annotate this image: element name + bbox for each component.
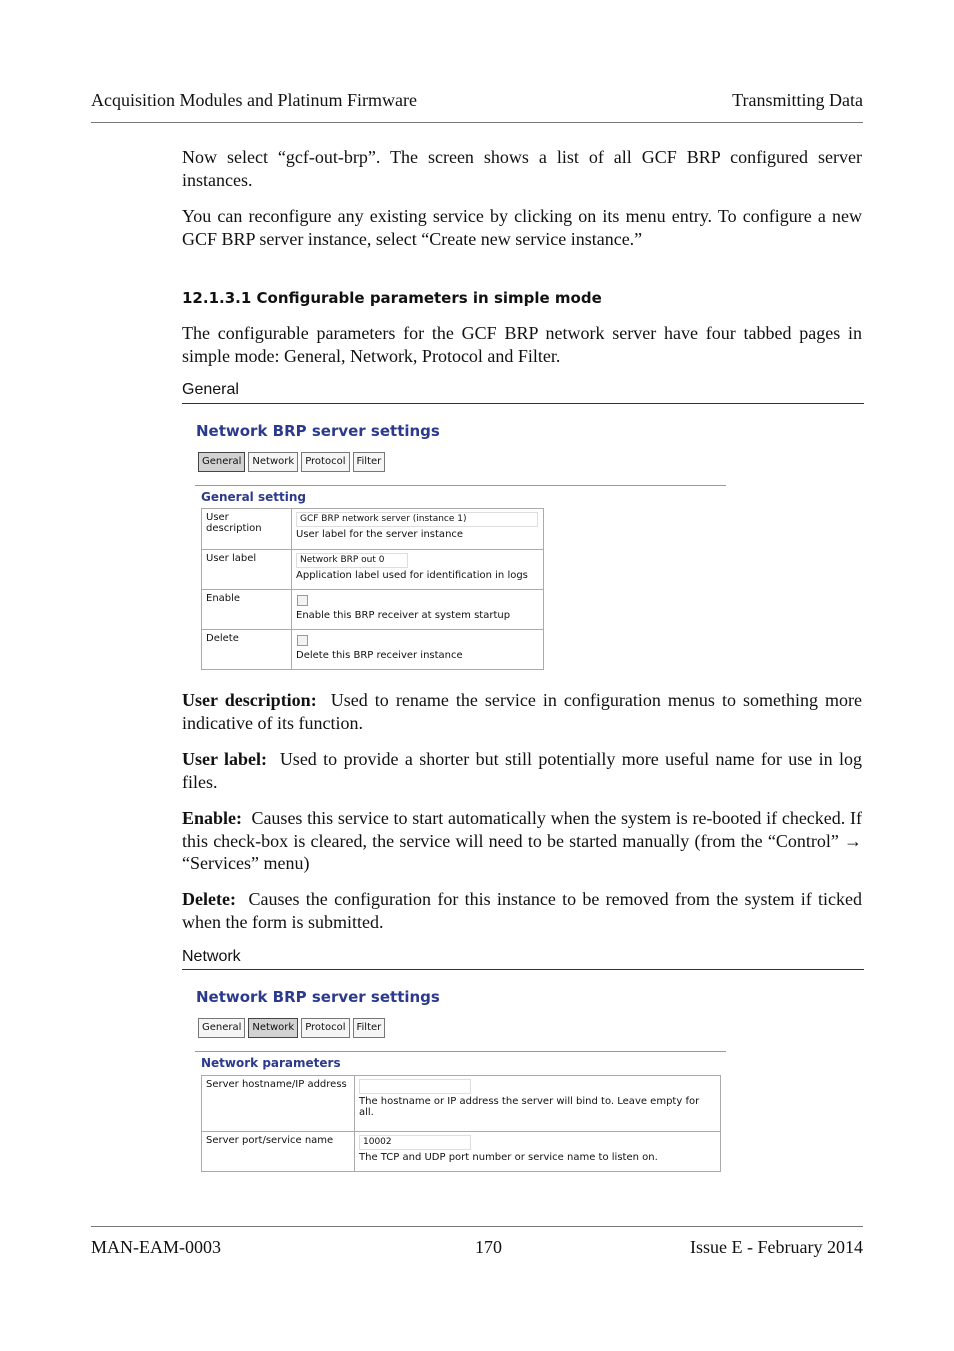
desc-user-label (182, 748, 862, 793)
subheading-network: Network (182, 948, 241, 965)
label-enable: Enable (202, 590, 292, 630)
term-user-description: User description: (182, 690, 317, 710)
row-user-label (202, 550, 544, 590)
label-user-label: User label (202, 550, 292, 590)
label-server-hostname: Server hostname/IP address (202, 1076, 355, 1132)
help-enable: Enable this BRP receiver at system startup (296, 610, 511, 621)
general-setting-title: General setting (201, 490, 306, 504)
server-port-input[interactable]: 10002 (359, 1135, 471, 1150)
document-number: MAN-EAM-0003 (91, 1237, 221, 1257)
section-intro: The configurable parameters for the GCF BRP network server have four tabbed pages in simple mode: General, Network, Protocol and Filter. (182, 323, 862, 366)
tab-protocol[interactable]: Protocol (301, 1018, 349, 1038)
general-setting-table (201, 508, 544, 670)
tabs-divider-network (195, 1051, 726, 1052)
user-description-input[interactable]: GCF BRP network server (instance 1) (296, 512, 538, 527)
text-user-description: Used to rename the service in configuration menus to something more indicative of its function. (182, 690, 863, 733)
issue-date: Issue E - February 2014 (690, 1237, 863, 1257)
tab-network[interactable]: Network (248, 452, 298, 472)
row-server-port (202, 1132, 721, 1172)
running-header-section: Transmitting Data (732, 90, 863, 110)
server-hostname-input[interactable] (359, 1079, 471, 1094)
text-enable: Causes this service to start automatically when the system is re-booted if checked. If this check-box is cleared, the service will need to be started manually (from the “Control” → “Services” menu) (182, 808, 862, 873)
row-server-hostname (202, 1076, 721, 1132)
section-heading: 12.1.3.1 Configurable parameters in simple mode (182, 289, 602, 307)
label-server-port: Server port/service name (202, 1132, 355, 1172)
delete-checkbox[interactable] (297, 635, 308, 646)
enable-checkbox[interactable] (297, 595, 308, 606)
settings-tabs-network (198, 1018, 385, 1038)
help-user-label: Application label used for identification in logs (296, 570, 528, 581)
tab-network[interactable]: Network (248, 1018, 298, 1038)
tab-filter[interactable]: Filter (353, 452, 386, 472)
network-settings-screenshot (195, 986, 730, 1176)
help-server-port: The TCP and UDP port number or service name to listen on. (359, 1152, 658, 1163)
tab-filter[interactable]: Filter (353, 1018, 386, 1038)
help-user-description: User label for the server instance (296, 529, 464, 540)
term-delete: Delete: (182, 889, 236, 909)
network-parameters-table (201, 1075, 721, 1172)
general-settings-screenshot (195, 420, 730, 672)
tabs-divider (195, 485, 726, 486)
subheading-network-rule (182, 969, 864, 970)
text-user-label: Used to provide a shorter but still potentially more useful name for use in log files. (182, 749, 863, 792)
help-delete: Delete this BRP receiver instance (296, 650, 463, 661)
header-rule (91, 122, 863, 123)
subheading-general-rule (182, 403, 864, 404)
screenshot-title-network: Network BRP server settings (196, 988, 440, 1006)
term-user-label: User label: (182, 749, 268, 769)
text-delete: Causes the configuration for this instance to be removed from the system if ticked when the form is submitted. (182, 889, 863, 932)
network-parameters-title: Network parameters (201, 1056, 341, 1070)
footer-rule (91, 1226, 863, 1227)
page-number: 170 (475, 1237, 502, 1257)
tab-general[interactable]: General (198, 1018, 245, 1038)
row-user-description (202, 509, 544, 550)
label-user-description: User description (202, 509, 292, 550)
intro-paragraph-2: You can reconfigure any existing service by clicking on its menu entry. To configure a new GCF BRP server instance, select “Create new service instance.” (182, 206, 862, 249)
desc-enable (182, 807, 862, 875)
help-server-hostname: The hostname or IP address the server will bind to. Leave empty for all. (359, 1096, 700, 1118)
screenshot-title: Network BRP server settings (196, 422, 440, 440)
row-delete (202, 630, 544, 670)
desc-delete (182, 888, 862, 933)
running-header-title: Acquisition Modules and Platinum Firmware (91, 90, 417, 110)
intro-paragraph-1: Now select “gcf-out-brp”. The screen shows a list of all GCF BRP configured server instances. (182, 147, 862, 190)
label-delete: Delete (202, 630, 292, 670)
term-enable: Enable: (182, 808, 243, 828)
user-label-input[interactable]: Network BRP out 0 (296, 553, 408, 568)
desc-user-description (182, 689, 862, 734)
settings-tabs (198, 452, 385, 472)
row-enable (202, 590, 544, 630)
tab-general[interactable]: General (198, 452, 245, 472)
tab-protocol[interactable]: Protocol (301, 452, 349, 472)
subheading-general: General (182, 381, 239, 398)
